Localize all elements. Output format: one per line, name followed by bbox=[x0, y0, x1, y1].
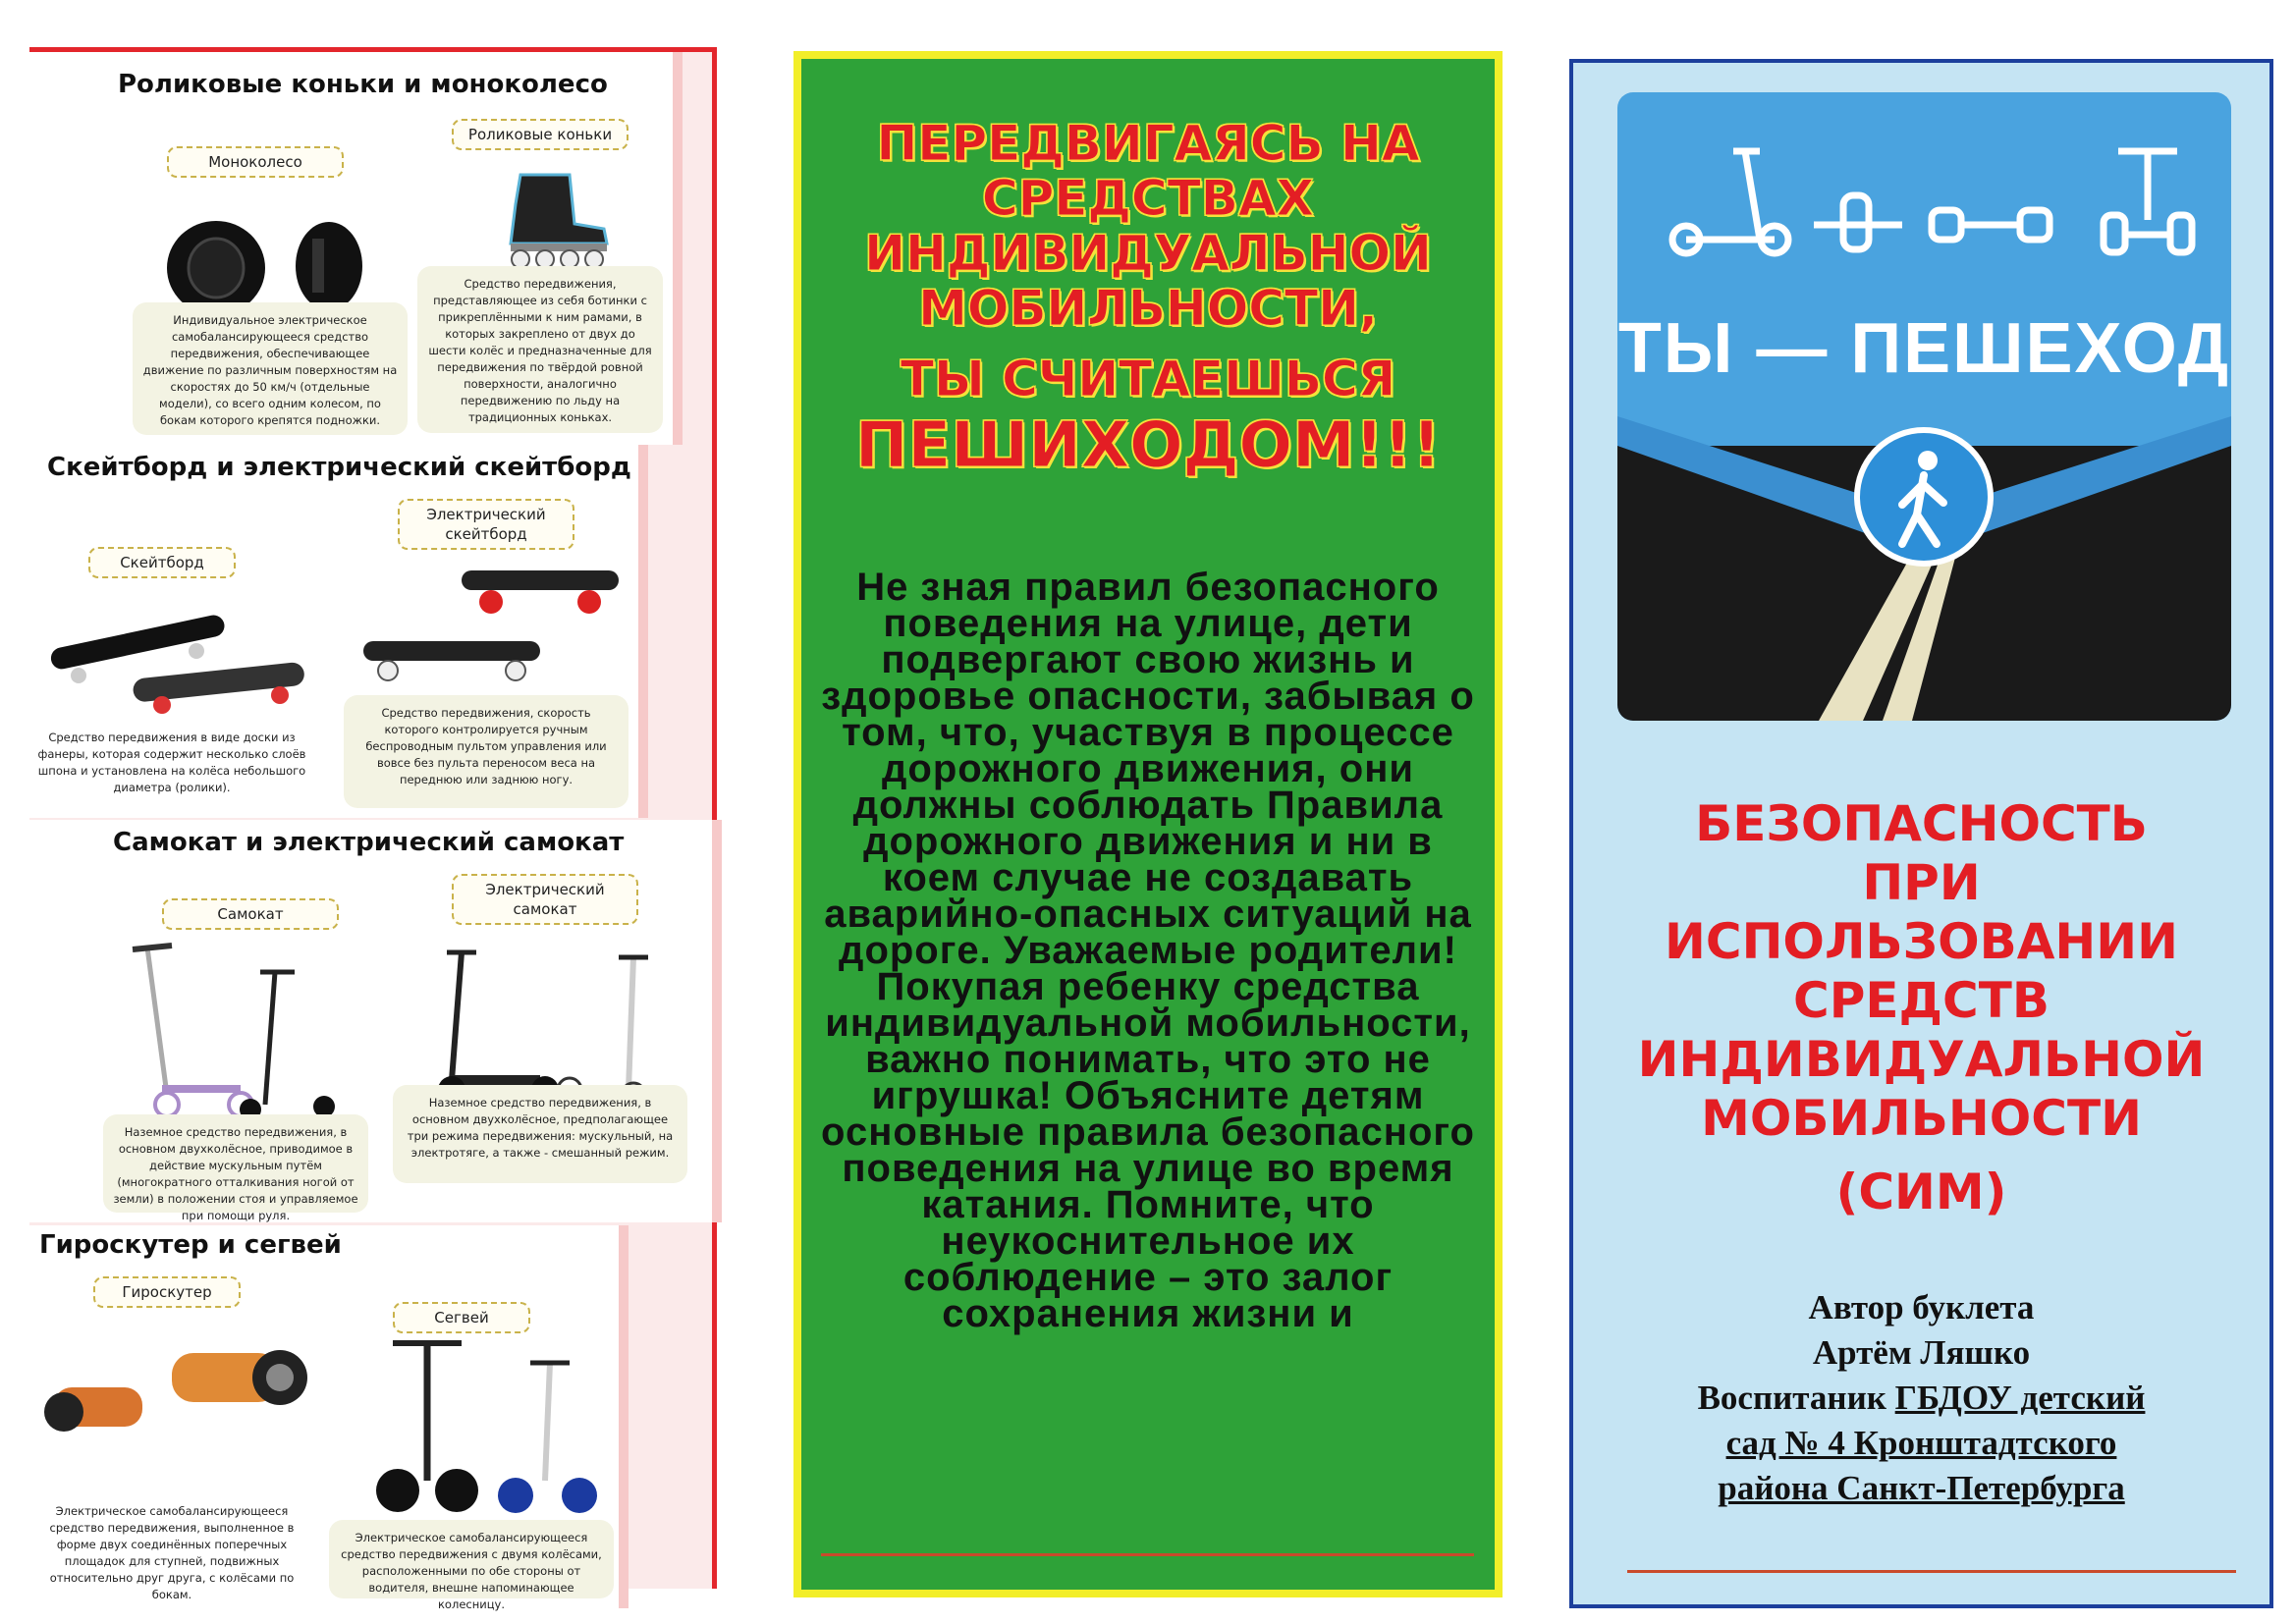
middle-panel bbox=[793, 51, 1503, 1597]
section-title: Скейтборд и электрический скейтборд bbox=[47, 453, 631, 482]
label-gyroscooter: Гироскутер bbox=[93, 1276, 241, 1308]
label-scooter: Самокат bbox=[162, 898, 339, 930]
brochure-title-line: СРЕДСТВ bbox=[1793, 972, 2050, 1029]
label-segway: Сегвей bbox=[393, 1302, 530, 1333]
desc-e-skateboard: Средство передвижения, скорость которого контролируется ручным беспроводным пультом управления или вовсе без пульта переносом веса на переднюю или заднюю ногу. bbox=[344, 695, 629, 808]
desc-monowheel: Индивидуальное электрическое самобалансирующееся средство передвижения, обеспечивающее движение по различным поверхностям на скоростях до 50 км/ч (отдельные модели), со всего одним колесом, по бокам которого крепятся подножки. bbox=[133, 302, 408, 435]
label-monowheel: Моноколесо bbox=[167, 146, 344, 178]
brochure-title-line: БЕЗОПАСНОСТЬ bbox=[1695, 795, 2148, 852]
author-org: сад № 4 Кронштадтского bbox=[1725, 1424, 2117, 1462]
section-skateboards bbox=[29, 445, 648, 818]
desc-e-scooter: Наземное средство передвижения, в основном двухколёсное, предполагающее три режима передвижения: мускульный, на электротяге, а также - смешанный режим. bbox=[393, 1085, 687, 1183]
right-panel bbox=[1569, 59, 2273, 1608]
left-panel bbox=[29, 47, 717, 1611]
rollerskate-icon bbox=[491, 165, 619, 273]
section-title: Самокат и электрический самокат bbox=[113, 828, 625, 857]
desc-segway: Электрическое самобалансирующееся средство передвижения с двумя колёсами, расположенными по обе стороны от водителя, внешне напоминающее колесницу. bbox=[329, 1520, 614, 1598]
desc-rollers: Средство передвижения, представляющее из себя ботинки с прикреплёнными к ним рамами, в которых закреплено от двух до шести колёс и предназначенные для передвижения по твёрдой ровной поверхности, аналогично передвижению по льду на традиционных коньках. bbox=[417, 266, 663, 433]
pmv-icons bbox=[1617, 92, 2231, 721]
pedestrian-poster bbox=[1617, 92, 2231, 721]
label-e-scooter: Электрический самокат bbox=[452, 874, 638, 925]
label-rollers: Роликовые коньки bbox=[452, 119, 629, 150]
middle-body-text: Не зная правил безопасного поведения на улице, дети подвергают свою жизнь и здоровье опасности, забывая о том, что, участвуя в процессе дорожного движения, они должны соблюдать Правила дорожного движения и ни в коем случае не создавать аварийно-опасных ситуаций на дороге. Уважаемые родители! Покупая ребенку средства индивидуальной мобильности, важно понимать, что это не игрушка! Объясните детям основные правила безопасного поведения на улице во время катания. Помните, что неукоснительное их соблюдение – это залог сохранения жизни и bbox=[821, 566, 1475, 1335]
author-org: района Санкт-Петербурга bbox=[1718, 1469, 2125, 1507]
section-scooters bbox=[29, 820, 722, 1222]
section-title: Гироскутер и сегвей bbox=[39, 1230, 342, 1260]
middle-big-heading: ПЕШИХОДОМ!!! bbox=[854, 409, 1442, 482]
author-label: Автор буклета bbox=[1808, 1288, 2035, 1326]
middle-subheading: ТЫ СЧИТАЕШЬСЯ bbox=[900, 351, 1396, 407]
section-rollers-monowheel bbox=[29, 52, 683, 445]
section-gyro-segway bbox=[29, 1225, 629, 1611]
e-skateboard-icon bbox=[354, 553, 638, 700]
desc-skateboard: Средство передвижения в виде доски из фанеры, которая содержит несколько слоёв шпона и установлена на колёса небольшого диаметра (ролики). bbox=[37, 731, 306, 794]
section-title: Роликовые коньки и моноколесо bbox=[118, 70, 608, 99]
scooter-icon bbox=[128, 938, 363, 1124]
divider bbox=[1627, 1570, 2236, 1573]
brochure-title-line: (СИМ) bbox=[1835, 1164, 2007, 1220]
author-org: Воспитаник ГБДОУ детский bbox=[1697, 1379, 2146, 1417]
poster-title: ТЫ — ПЕШЕХОД bbox=[1617, 309, 2231, 388]
gyroscooter-icon bbox=[34, 1333, 329, 1461]
segway-icon bbox=[354, 1333, 619, 1520]
middle-heading: ПЕРЕДВИГАЯСЬ НА СРЕДСТВАХ ИНДИВИДУАЛЬНОЙ МОБИЛЬНОСТИ, bbox=[864, 115, 1432, 337]
label-skateboard: Скейтборд bbox=[88, 547, 236, 578]
brochure-title-line: ПРИ bbox=[1862, 854, 1981, 911]
divider bbox=[821, 1553, 1474, 1556]
brochure-title-line: МОБИЛЬНОСТИ bbox=[1701, 1090, 2142, 1147]
desc-gyroscooter: Электрическое самобалансирующееся средство передвижения, выполненное в форме двух соединённых поперечных площадок для ступней, подвижных относительно друг друга, с колёсами по бокам. bbox=[49, 1504, 295, 1601]
author-name: Артём Ляшко bbox=[1812, 1333, 2031, 1372]
desc-scooter: Наземное средство передвижения, в основном двухколёсное, приводимое в действие мускульным путём (многократного отталкивания ногой от земли) в положении стоя и управляемое при помощи руля. bbox=[103, 1114, 368, 1213]
label-e-skateboard: Электрический скейтборд bbox=[398, 499, 574, 550]
brochure-title-line: ИСПОЛЬЗОВАНИИ bbox=[1665, 913, 2178, 970]
brochure-title-line: ИНДИВИДУАЛЬНОЙ bbox=[1637, 1031, 2206, 1088]
skateboard-icon bbox=[39, 592, 324, 730]
